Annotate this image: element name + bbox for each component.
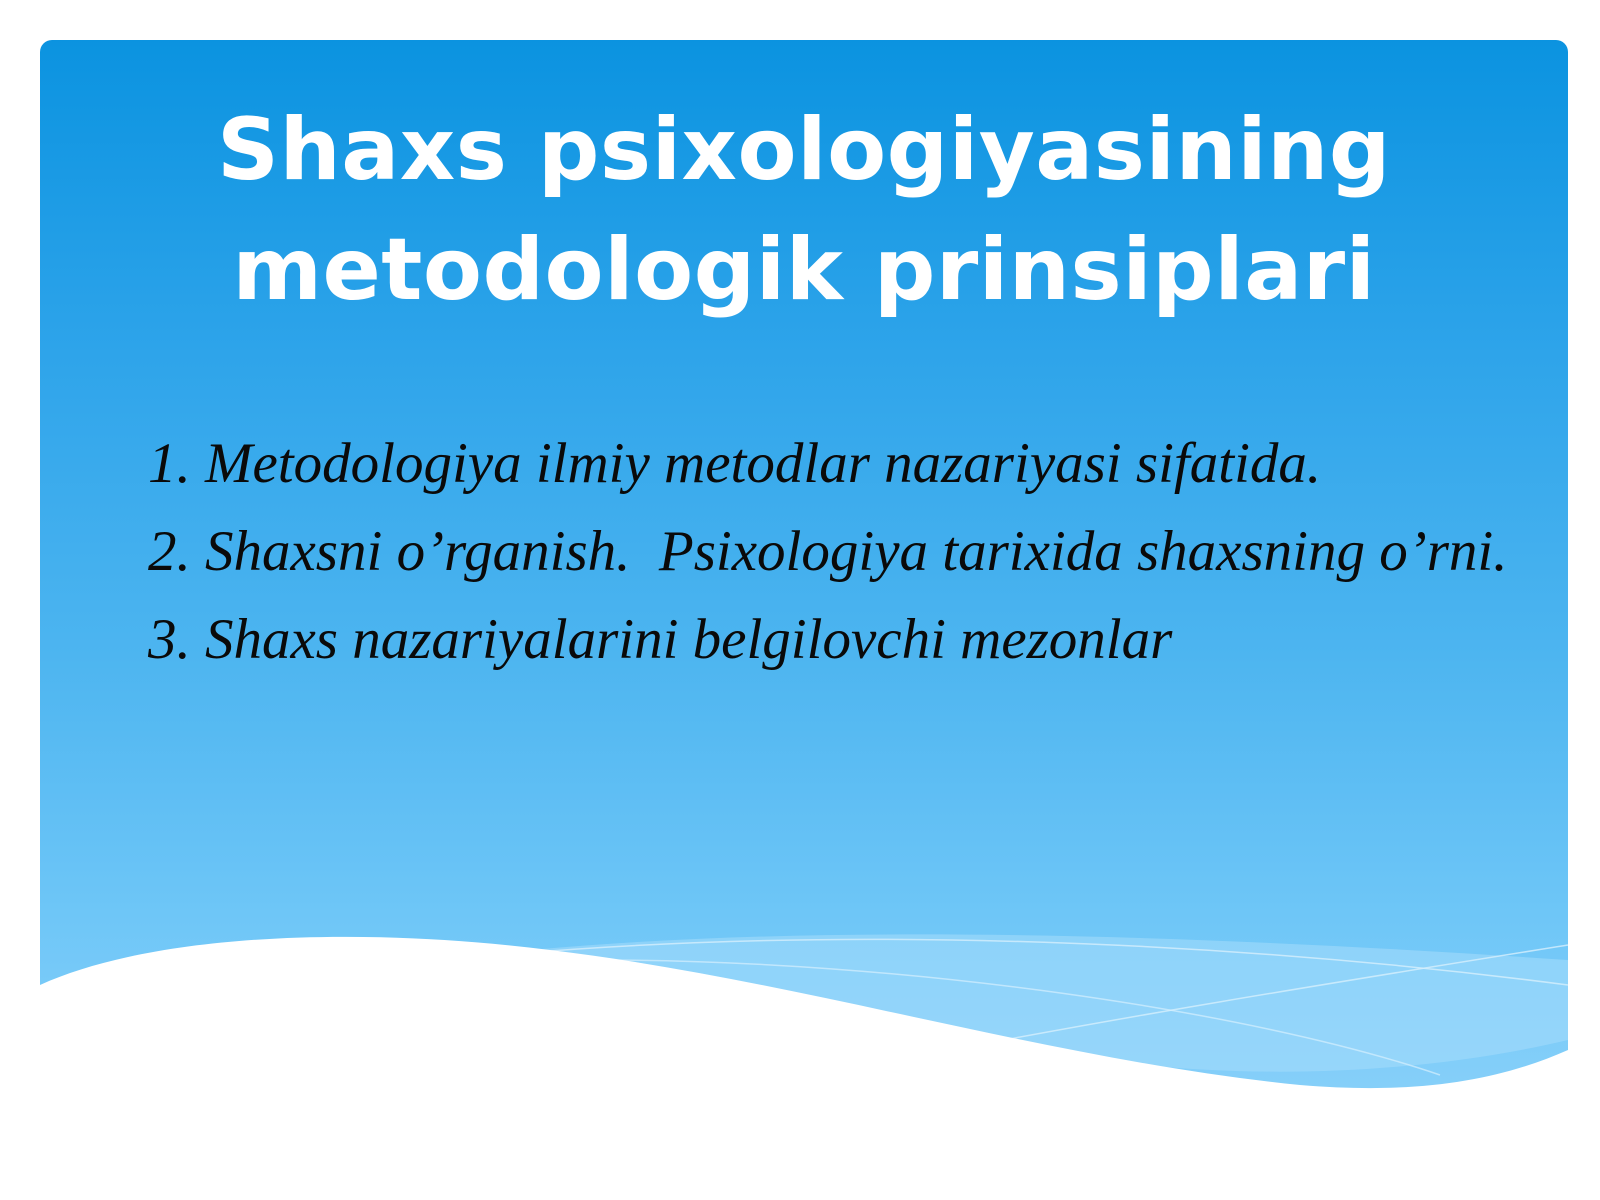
list-item: 3. Shaxs nazariyalarini belgilovchi mezonlar [148, 608, 1173, 671]
list-item: 1. Metodologiya ilmiy metodlar nazariyasi sifatida. [148, 432, 1322, 495]
list-item: 2. Shaxsni o’rganish. Psixologiya tarixida shaxsning o’rni. [148, 520, 1508, 583]
title-line-1: Shaxs psixologiyasining [217, 100, 1391, 200]
title-line-2: metodologik prinsiplari [232, 220, 1376, 320]
topic-list [148, 424, 1528, 688]
slide-title [40, 90, 1568, 330]
